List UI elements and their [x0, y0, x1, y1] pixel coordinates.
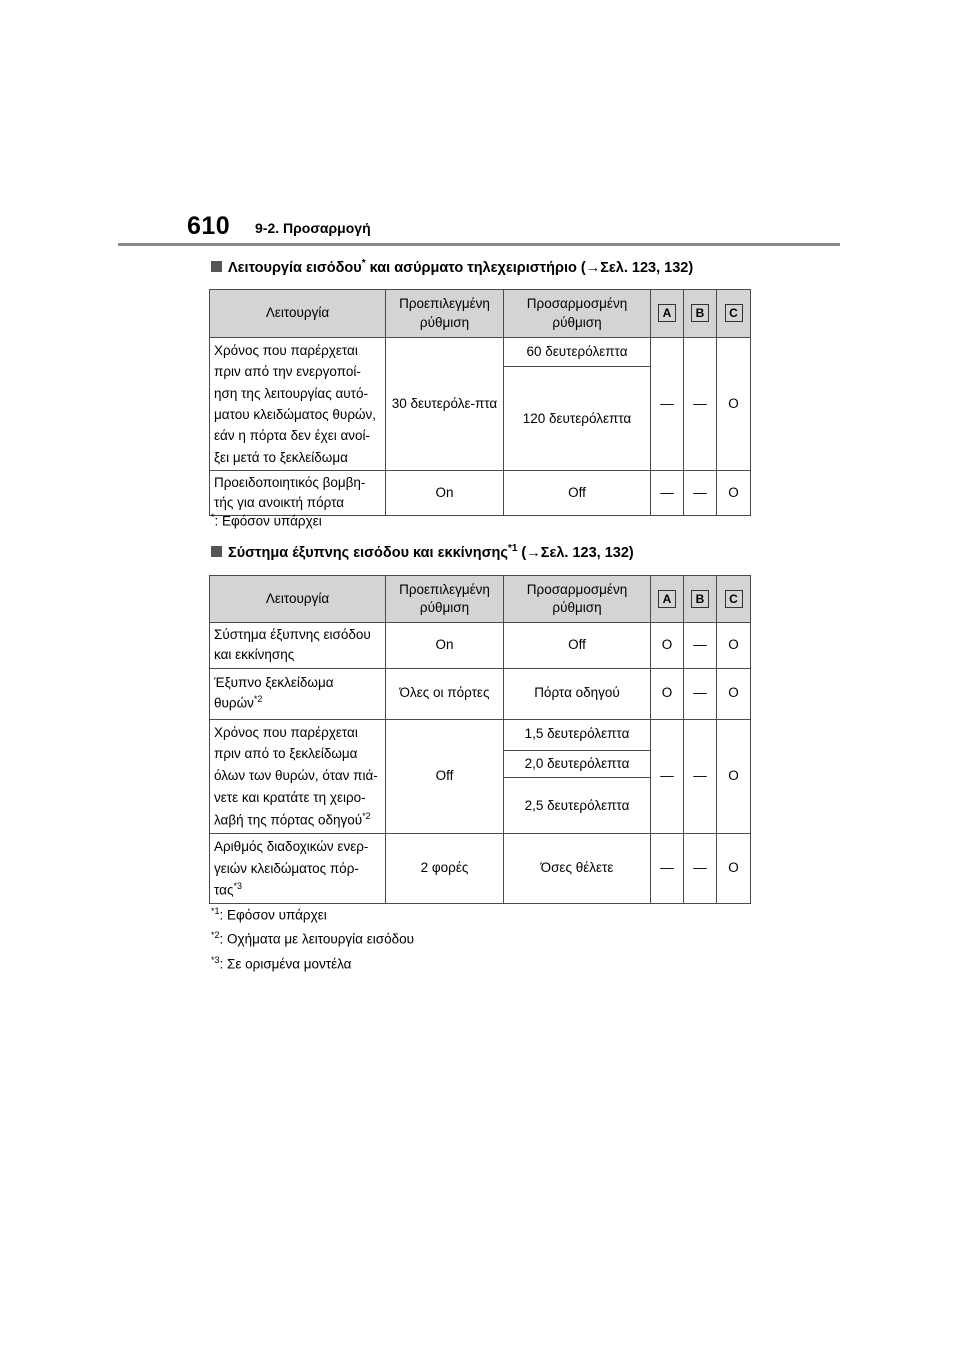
header-rule [118, 243, 840, 246]
section-title-smart-entry: Σύστημα έξυπνης εισόδου και εκκίνησης$^{*1}$ (→Σελ. 123, 132) [211, 543, 634, 561]
row-c: O [717, 470, 751, 516]
column-a-icon: A [658, 304, 676, 322]
page-reference: Σελ. 123, 132) [540, 544, 634, 561]
row-custom: Off [504, 470, 651, 516]
row-b: — [684, 623, 717, 669]
settings-table-smart-entry [209, 575, 751, 904]
column-b-icon: B [691, 304, 709, 322]
row-default: Off [386, 719, 504, 834]
footnote: $^{*2}$: Οχήματα με λειτουργία εισόδου [211, 930, 414, 947]
row-a: — [651, 338, 684, 471]
row-c: O [717, 623, 751, 669]
footnote: $^{*3}$: Σε ορισμένα μοντέλα [211, 955, 352, 972]
column-c-icon: C [725, 304, 743, 322]
row-b: — [684, 719, 717, 834]
section-title-entry-function: Λειτουργία εισόδου* και ασύρματο τηλεχειριστήριο (→Σελ. 123, 132) [211, 258, 693, 276]
page-reference: Σελ. 123, 132) [600, 259, 694, 276]
header-default: Προεπιλεγμένη ρύθμιση [386, 576, 504, 623]
row-default: 30 δευτερόλε-πτα [386, 338, 504, 471]
row-c: O [717, 834, 751, 903]
row-b: — [684, 834, 717, 903]
row-a: — [651, 719, 684, 834]
row-custom-option: 1,5 δευτερόλεπτα [504, 719, 651, 750]
row-custom-option: 2,0 δευτερόλεπτα [504, 750, 651, 778]
row-custom: Πόρτα οδηγού [504, 668, 651, 719]
row-desc: Έξυπνο ξεκλείδωμα θυρών$^{*2}$ [210, 668, 386, 719]
row-default: On [386, 470, 504, 516]
page-number: 610 [187, 212, 231, 240]
row-custom-option: 60 δευτερόλεπτα [504, 338, 651, 367]
header-custom: Προσαρμοσμένη ρύθμιση [504, 576, 651, 623]
row-custom-option: 2,5 δευτερόλεπτα [504, 778, 651, 834]
row-b: — [684, 338, 717, 471]
row-default: Όλες οι πόρτες [386, 668, 504, 719]
chapter-title: 9-2. Προσαρμογή [255, 220, 371, 236]
row-a: O [651, 623, 684, 669]
row-a: — [651, 470, 684, 516]
row-desc: Σύστημα έξυπνης εισόδου και εκκίνησης [210, 623, 386, 669]
column-c-icon: C [725, 590, 743, 608]
footnote: $^{*1}$: Εφόσον υπάρχει [211, 906, 327, 923]
footnote: *: Εφόσον υπάρχει [211, 512, 322, 529]
column-a-icon: A [658, 590, 676, 608]
row-b: — [684, 470, 717, 516]
column-b-icon: B [691, 590, 709, 608]
row-custom: Off [504, 623, 651, 669]
row-b: — [684, 668, 717, 719]
header-function: Λειτουργία [210, 576, 386, 623]
header-function: Λειτουργία [210, 290, 386, 338]
row-desc: Χρόνος που παρέρχεται πριν από το ξεκλείδωμα όλων των θυρών, όταν πιά-νετε και κρατάτε τη χειρο-λαβή της πόρτας οδηγού$^{*2}$ [210, 719, 386, 834]
settings-table-entry [209, 289, 751, 516]
row-custom: Όσες θέλετε [504, 834, 651, 903]
header-custom: Προσαρμοσμένη ρύθμιση [504, 290, 651, 338]
row-c: O [717, 338, 751, 471]
row-desc: Αριθμός διαδοχικών ενερ-γειών κλειδώματος πόρ-τας$^{*3}$ [210, 834, 386, 903]
header-default: Προεπιλεγμένη ρύθμιση [386, 290, 504, 338]
row-custom-option: 120 δευτερόλεπτα [504, 367, 651, 471]
row-default: On [386, 623, 504, 669]
row-desc: Χρόνος που παρέρχεται πριν από την ενεργοποί-ηση της λειτουργίας αυτό-ματου κλειδώματος θυρών, εάν η πόρτα δεν έχει ανοί-ξει μετά το ξεκλείδωμα [210, 338, 386, 471]
square-bullet-icon [211, 546, 222, 557]
row-a: O [651, 668, 684, 719]
row-default: 2 φορές [386, 834, 504, 903]
row-c: O [717, 719, 751, 834]
row-desc: Προειδοποιητικός βομβη-τής για ανοικτή πόρτα [210, 470, 386, 516]
row-c: O [717, 668, 751, 719]
row-a: — [651, 834, 684, 903]
square-bullet-icon [211, 261, 222, 272]
